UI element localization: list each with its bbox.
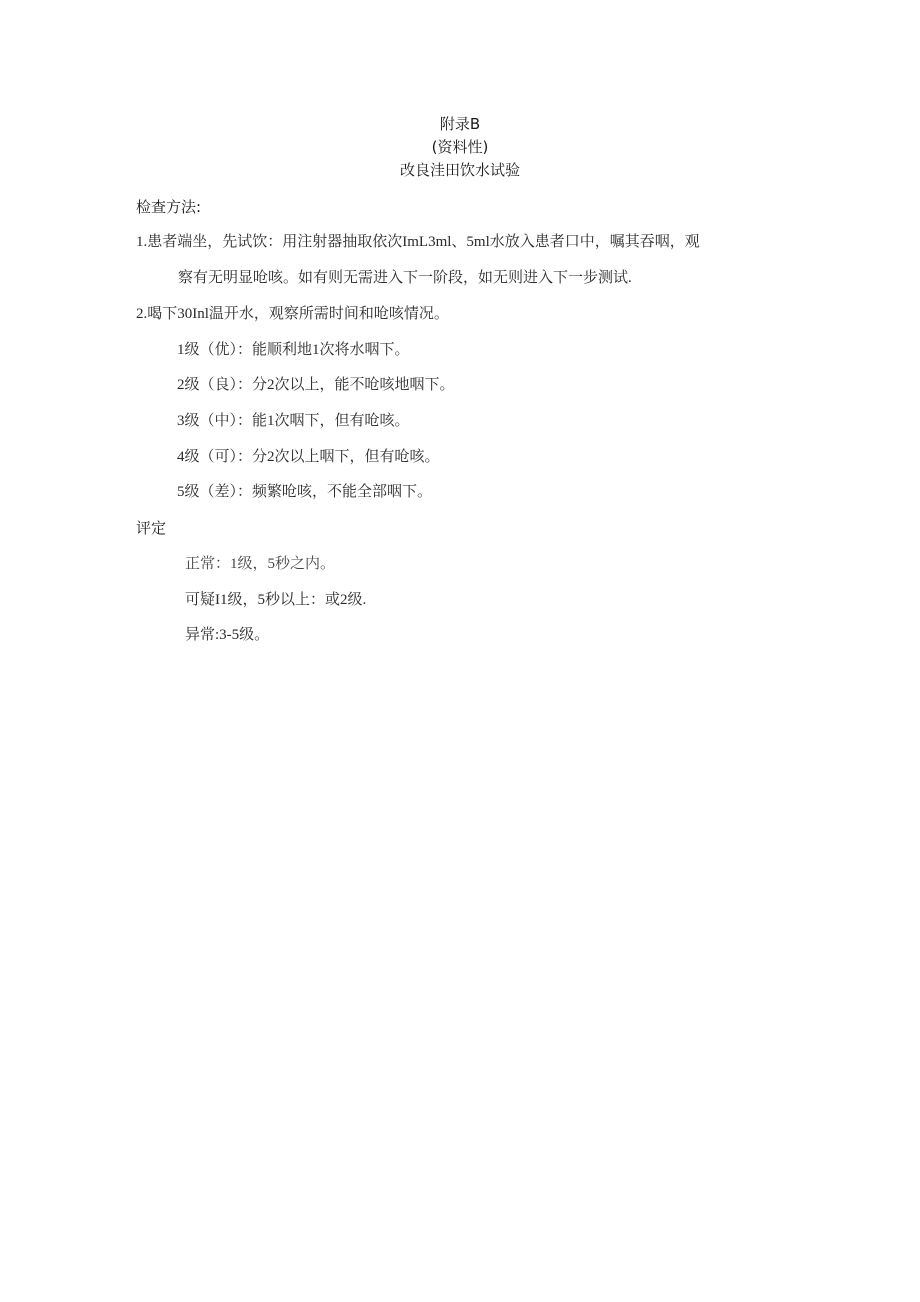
appendix-type: (资料性) — [431, 138, 489, 156]
method-step-2: 2.喝下30Inl温开水，观察所需时间和呛咳情况。 — [136, 306, 449, 322]
method-step-1-line-2: 察有无明显呛咳。如有则无需进入下一阶段，如无则进入下一步测试. — [178, 270, 632, 286]
appendix-label: 附录B — [439, 115, 481, 133]
grade-2: 2级（良）：分2次以上，能不呛咳地咽下。 — [177, 377, 455, 393]
evaluation-heading: 评定 — [136, 519, 167, 537]
evaluation-normal: 正常：1级，5秒之内。 — [185, 556, 336, 572]
grade-5: 5级（差）：频繁呛咳，不能全部咽下。 — [177, 484, 433, 500]
evaluation-suspicious: 可疑I1级，5秒以上：或2级. — [185, 592, 367, 608]
evaluation-abnormal: 异常:3-5级。 — [185, 627, 270, 643]
grade-3: 3级（中）：能1次咽下，但有呛咳。 — [177, 413, 410, 429]
method-step-1-line-1: 1.患者端坐，先试饮：用注射器抽取依次ImL3ml、5ml水放入患者口中，嘱其吞咽，观 — [136, 234, 700, 250]
grade-1: 1级（优）：能顺利地1次将水咽下。 — [177, 342, 410, 358]
method-heading: 检查方法: — [136, 198, 202, 216]
appendix-title: 改良洼田饮水试验 — [399, 161, 520, 179]
grade-4: 4级（可）：分2次以上咽下，但有呛咳。 — [177, 449, 440, 465]
